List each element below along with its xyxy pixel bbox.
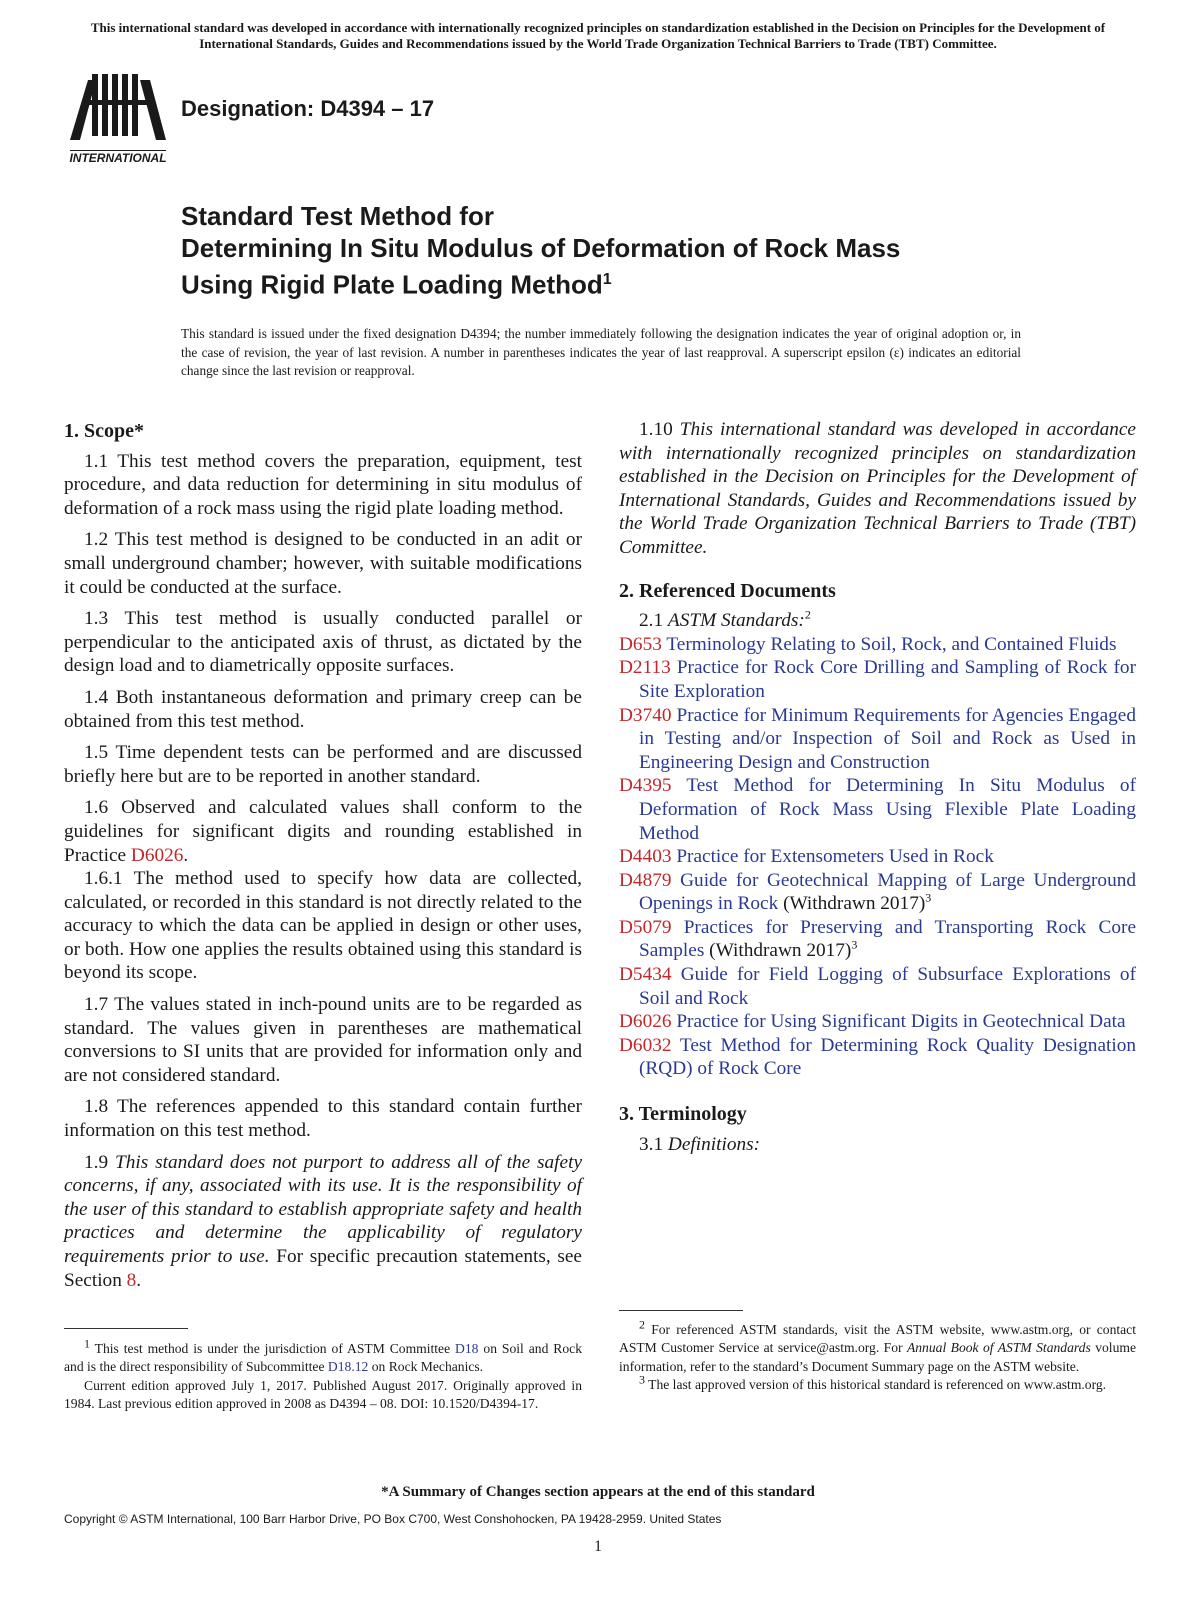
ref-item[interactable]: D6032 Test Method for Determining Rock Quality Designation (RQD) of Rock Core bbox=[619, 1034, 1136, 1080]
ref-item[interactable]: D4395 Test Method for Determining In Situ Modulus of Deformation of Rock Mass Using Flexible Plate Loading Method bbox=[619, 775, 1136, 844]
footnote-2: $^2$ For referenced ASTM standards, visit the ASTM website, www.astm.org, or contact ASTM Customer Service at service@astm.org. For Annual Book of ASTM Standards volume information, refer to the standard’s Document Summary page on the ASTM website. bbox=[619, 1317, 1136, 1374]
footnotes-right bbox=[619, 1317, 1136, 1394]
ref-item[interactable]: D3740 Practice for Minimum Requirements for Agencies Engaged in Testing and/or Inspection of Soil and Rock as Used in Engineering Design and Construction bbox=[619, 704, 1136, 773]
para-1-5: 1.5 Time dependent tests can be performed and are discussed briefly here but are to be reported in another standard. bbox=[64, 742, 582, 787]
issue-note: This standard is issued under the fixed designation D4394; the number immediately following the designation indicates the year of original adoption or, in the case of revision, the year of last revision. A number in parentheses indicates the year of last reapproval. A superscript epsilon (ε) indicates an editorial change since the last revision or reapproval. bbox=[181, 326, 1021, 378]
footnote-rule-right bbox=[619, 1310, 743, 1311]
title-line-2: Determining In Situ Modulus of Deformation of Rock Mass bbox=[181, 233, 901, 263]
logo-subtext: INTERNATIONAL bbox=[69, 151, 167, 165]
para-1-6-1: 1.6.1 The method used to specify how data are collected, calculated, or recorded in this standard is not directly related to the accuracy to which the data can be applied in design or other uses, or both. How one applies the results obtained using this standard is beyond its scope. bbox=[64, 868, 582, 984]
footnote-rule-left bbox=[64, 1328, 188, 1329]
footnote-1: $^1$ This test method is under the jurisdiction of ASTM Committee D18 on Soil and Rock and is the direct responsibility of Subcommittee D18.12 on Rock Mechanics. Current edition approved July 1, 2017. Published August 2017. Originally approved in 1984. Last previous edition approved in 2008 as D4394 – 08. DOI: 10.1520/D4394-17. bbox=[64, 1336, 582, 1411]
para-1-8: 1.8 The references appended to this standard contain further information on this test method. bbox=[64, 1096, 582, 1142]
para-1-9: 1.9 This standard does not purport to address all of the safety concerns, if any, associated with its use. It is the responsibility of the user of this standard to establish appropriate safety and health practices and determine the applicability of regulatory requirements prior to use. For specific precaution statements, see Section 8. bbox=[64, 1151, 583, 1291]
astm-standards-label: 2.1 ASTM Standards:$^2$ bbox=[639, 607, 811, 632]
ref-item[interactable]: D5434 Guide for Field Logging of Subsurface Explorations of Soil and Rock bbox=[619, 964, 1136, 1009]
para-1-4: 1.4 Both instantaneous deformation and primary creep can be obtained from this test method. bbox=[64, 686, 582, 732]
ref-item[interactable]: D2113 Practice for Rock Core Drilling and Sampling of Rock for Site Exploration bbox=[619, 657, 1136, 702]
definitions-label: 3.1 Definitions: bbox=[639, 1133, 761, 1155]
para-1-6: 1.6 Observed and calculated values shall conform to the guidelines for significant digits and rounding established in Practice D6026. bbox=[64, 797, 582, 866]
link-subcommittee-d18-12[interactable]: D18.12 bbox=[327, 1359, 369, 1375]
ref-item[interactable]: D5079 Practices for Preserving and Transporting Rock Core Samples (Withdrawn 2017)$^3$ bbox=[619, 916, 1136, 962]
section-3-heading: 3. Terminology bbox=[619, 1103, 747, 1126]
link-d6026[interactable]: D6026 bbox=[130, 844, 184, 866]
title-line-1: Standard Test Method for bbox=[181, 201, 494, 231]
para-1-7: 1.7 The values stated in inch-pound units are to be regarded as standard. The values given in parentheses are mathematical conversions to SI units that are provided for information only and are not considered standard. bbox=[64, 994, 582, 1086]
para-1-3: 1.3 This test method is usually conducted parallel or perpendicular to the anticipated axis of thrust, as dictated by the design load and to diametrically opposite surfaces. bbox=[64, 608, 582, 677]
section-1-heading: 1. Scope* bbox=[64, 420, 144, 442]
page-number: 1 bbox=[594, 1538, 602, 1555]
para-1-10: 1.10 This international standard was developed in accordance with internationally recognized principles on standardization established in the Decision on Principles for the Development of International Standards, Guides and Recommendations issued by the World Trade Organization Technical Barriers to Trade (TBT) Committee. bbox=[619, 419, 1136, 558]
link-section-8[interactable]: 8 bbox=[126, 1269, 137, 1291]
right-column bbox=[619, 0, 1136, 1156]
left-column bbox=[64, 420, 582, 1300]
copyright-line: Copyright © ASTM International, 100 Barr Harbor Drive, PO Box C700, West Conshohocken, PA 19428-2959. United States bbox=[64, 1512, 722, 1526]
top-notice: This international standard was developed in accordance with internationally recognized principles on standardization established in the Decision on Principles for the Development of International Standards, Guides and Recommendations issued by the World Trade Organization Technical Barriers to Trade (TBT) Committee. bbox=[90, 20, 1106, 51]
link-committee-d18[interactable]: D18 bbox=[455, 1341, 479, 1356]
title-footnote-mark: 1 bbox=[602, 271, 612, 288]
para-1-2: 1.2 This test method is designed to be conducted in an adit or small underground chamber; however, with suitable modifications it could be conducted at the surface. bbox=[64, 529, 582, 598]
astm-logo bbox=[66, 70, 170, 166]
ref-item[interactable]: D653 Terminology Relating to Soil, Rock, and Contained Fluids bbox=[619, 633, 1117, 655]
title-line-3: Using Rigid Plate Loading Method bbox=[181, 269, 603, 300]
ref-item[interactable]: D4879 Guide for Geotechnical Mapping of Large Underground Openings in Rock (Withdrawn 2017)$^3$ bbox=[619, 869, 1136, 915]
footnote-3: $^3$ The last approved version of this historical standard is referenced on www.astm.org. bbox=[639, 1372, 1107, 1392]
para-1-1: 1.1 This test method covers the preparation, equipment, test procedure, and data reduction for determining in situ modulus of deformation of a rock mass using the rigid plate loading method. bbox=[64, 450, 582, 519]
summary-of-changes-note: *A Summary of Changes section appears at the end of this standard bbox=[381, 1484, 815, 1500]
designation: Designation: D4394 – 17 bbox=[181, 96, 435, 121]
section-2-heading: 2. Referenced Documents bbox=[619, 579, 836, 602]
ref-item[interactable]: D4403 Practice for Extensometers Used in Rock bbox=[619, 846, 994, 868]
ref-item[interactable]: D6026 Practice for Using Significant Digits in Geotechnical Data bbox=[619, 1011, 1126, 1033]
